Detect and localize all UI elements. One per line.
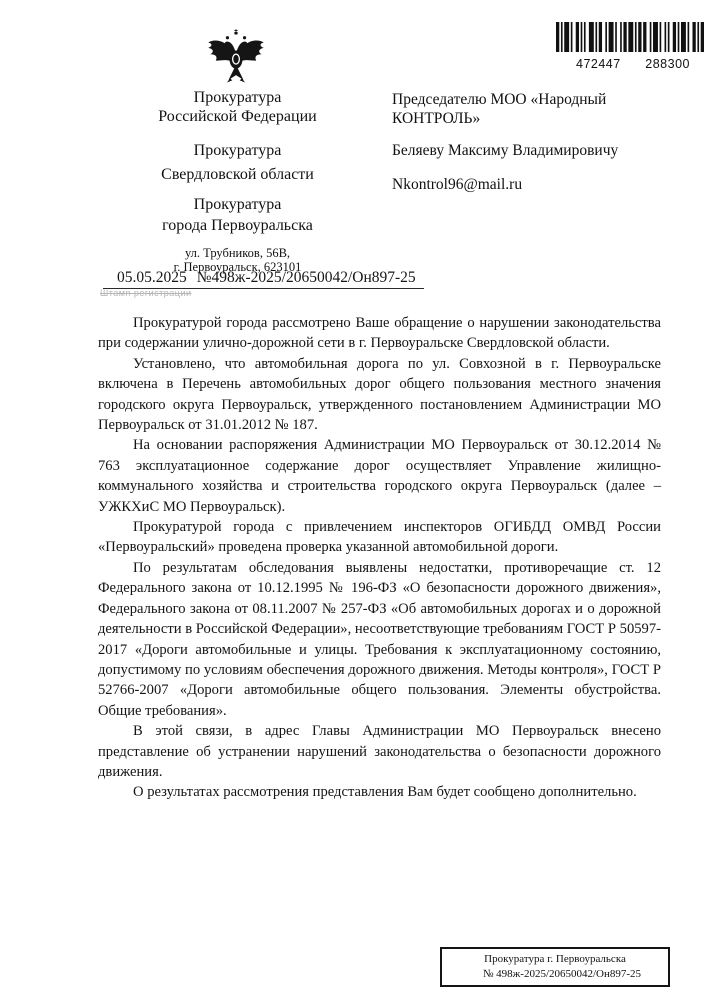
org-region-line2: Свердловской области: [161, 166, 314, 183]
body-paragraph: На основании распоряжения Администрации МО Первоуральск от 30.12.2014 № 763 эксплуатационное содержание дорог осуществляет Управление жилищно-коммунального хозяйства и строительства городского округа Первоуральск (далее – УЖКХиС МО Первоуральск).: [98, 437, 661, 515]
org-city: [90, 194, 385, 236]
barcode-digits-right: 288300: [645, 57, 690, 71]
reference-number: №498ж-2025/20650042/Он897-25: [196, 269, 416, 286]
reference-date: 05.05.2025: [117, 269, 187, 286]
org-region-line1: Прокуратура: [193, 142, 282, 159]
recipient-person: Беляеву Максиму Владимировичу: [392, 142, 619, 159]
russian-coat-of-arms-icon: [204, 26, 268, 90]
body-paragraph: По результатам обследования выявлены недостатки, противоречащие ст. 12 Федерального закона от 10.12.1995 № 196-ФЗ «О безопасности дорожного движения», Федерального закона от 08.11.2007 № 257-ФЗ «Об автомобильных дорогах и о дорожной деятельности в Российской Федерации», несоответствующие требованиям ГОСТ Р 50597-2017 «Дороги автомобильные и улицы. Требования к эксплуатационному состоянию, допустимому по условиям обеспечения дорожного движения. Методы контроля», ГОСТ Р 52766-2007 «Дороги автомобильные общего пользования. Элементы обустройства. Общие требования».: [98, 559, 661, 719]
body-paragraph: О результатах рассмотрения представления Вам будет сообщено дополнительно.: [133, 784, 637, 801]
org-city-line2: города Первоуральска: [162, 217, 313, 234]
postal-barcode: [556, 22, 704, 71]
org-address-city: г. Первоуральск, 623101: [173, 260, 302, 274]
registration-stamp-box: [440, 947, 670, 987]
org-federal-line2: Российской Федерации: [158, 108, 317, 125]
body-paragraph: Прокуратурой города с привлечением инспекторов ОГИБДД ОМВД России «Первоуральский» проведена проверка указанной автомобильной дороги.: [98, 519, 661, 556]
body-paragraph: Прокуратурой города рассмотрено Ваше обращение о нарушении законодательства при содержании улично-дорожной сети в г. Первоуральске Свердловской области.: [98, 315, 661, 352]
stamp-box-org: Прокуратура г. Первоуральска: [484, 953, 626, 965]
org-federal-line1: Прокуратура: [193, 89, 282, 106]
recipient-block: [392, 90, 692, 194]
barcode-digits: [556, 57, 704, 71]
body-paragraph: В этой связи, в адрес Главы Администрации МО Первоуральск внесено представление об устранении нарушений законодательства о безопасности дорожного движения.: [98, 723, 661, 780]
recipient-addressee: Председателю МОО «Народный КОНТРОЛЬ»: [392, 91, 607, 127]
registration-stamp-hint: Штамп регистрации: [100, 288, 192, 298]
letterhead-org-block: [90, 88, 385, 274]
org-federal: [90, 88, 385, 126]
recipient-email: Nkontrol96@mail.ru: [392, 176, 523, 193]
barcode-digits-left: 472447: [576, 57, 621, 71]
org-region: [90, 139, 385, 187]
stamp-box-number: № 498ж-2025/20650042/Он897-25: [482, 968, 642, 980]
letter-body: [98, 313, 661, 803]
body-paragraph: Установлено, что автомобильная дорога по ул. Совхозной в г. Первоуральске включена в Перечень автомобильных дорог общего пользования местного значения городского округа Первоуральск, утвержденного постановлением Администрации МО Первоуральск от 31.01.2012 № 187.: [98, 355, 661, 434]
org-address-street: ул. Трубников, 56В,: [184, 246, 291, 260]
reference-line: [103, 269, 424, 289]
org-city-line1: Прокуратура: [193, 196, 282, 213]
barcode-bars: [556, 22, 704, 52]
